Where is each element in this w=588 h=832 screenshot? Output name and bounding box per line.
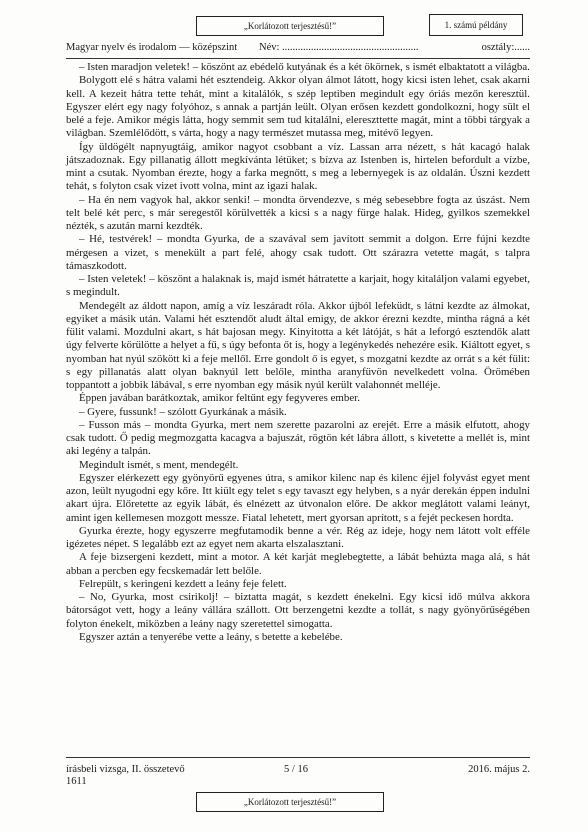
paragraph: Éppen javában barátkoztak, amikor feltűnt egy fegyveres ember. bbox=[79, 392, 360, 405]
name-field: Név: .................................................... bbox=[259, 42, 419, 53]
page-header bbox=[66, 42, 530, 59]
paragraph: Gyurka érezte, hogy egyszerre megfutamodik benne a vér. Rég az ideje, hogy nem látott volt efféle igézetes népet. S legalább ezt az egyet nem akarta elszalasztani. bbox=[66, 524, 530, 550]
paragraph: Bolygott elé s hátra valami hét esztendeig. Akkor olyan álmot látott, hogy kicsi isten lehet, csak akarni kell. A kezeit hátra tette tehát, mint a kitalálók, s szép leptiben megindult egy óriás mezőn keresztül. Egyszer elért egy nagy folyóhoz, s annak a partján leült. Olyan erősen kezdett gondolkozni, hogy sült el belé a feje. Amikor mégis látta, hogy semmit sem tud kitalálni, elereszttette magát, mint a többi tárgyak a világban. Szemlélődött, s várta, hogy a nagy természet mutassa meg, mitévő legyen. bbox=[66, 74, 530, 140]
exam-date: 2016. május 2. bbox=[468, 764, 530, 775]
paragraph: Egyszer aztán a tenyerébe vette a leány, s betette a kebelébe. bbox=[79, 630, 343, 643]
paragraph: – Isten maradjon veletek! – köszönt az ebédelő kutyának és a két ökörnek, s ismét elbaktatott a világba. bbox=[79, 61, 530, 73]
restricted-distribution-notice-bottom: „Korlátozott terjesztésű!” bbox=[196, 792, 384, 812]
exam-info bbox=[66, 764, 206, 788]
paragraph: – Ha én nem vagyok hal, akkor senki! – mondta örvendezve, s még sebesebbre fogta az úszást. Nem telt belé két perc, s már seregestől körülvették a kicsi s a nagy fürge halak. Hideg, gyilkos szemekkel nézték, s azután marni kezdték. bbox=[66, 193, 530, 232]
page-number: 5 / 16 bbox=[284, 764, 308, 775]
paragraph: – No, Gyurka, most csirikolj! – biztatta magát, s kezdett énekelni. Egy kicsi idő múlva akkora bátorságot vett, hogy a leány vállára szállott. Ott berzengetni kezdte a tollát, s nagy gyönyörűségében folyton énekelt, miközben a leány nagy szeretettel simogatta. bbox=[66, 591, 530, 630]
paragraph: Felrepült, s keringeni kezdett a leány feje felett. bbox=[79, 577, 287, 590]
paragraph: Így üldögélt napnyugtáig, amikor nagyot csobbant a víz. Lassan arra nézett, s hát kacagó halak játszadoznak. Egy pillanatig állott megkívánta létüket; s bízva az Istenben is, hirtelen befordult a vízbe, mint a csutak. Nyomban érezte, hogy a farka megnőtt, s meg a lebernyegek is az oldalán. Úszni kezdett tehát, s folyton csak vizet ivott volna, mint az igazi halak. bbox=[66, 140, 530, 193]
footer-divider bbox=[66, 757, 530, 758]
paragraph: Megindult ismét, s ment, mendegélt. bbox=[79, 458, 239, 471]
copy-number-label: 1. számú példány bbox=[429, 14, 523, 36]
paragraph: A feje bizsergeni kezdett, mint a motor. A két karját meglebegtette, a lábát behúzta maga alá, s hát abban a percben egy fecskemadár lett belőle. bbox=[66, 551, 530, 577]
paragraph: – Hé, testvérek! – mondta Gyurka, de a szavával sem javított semmit a dolgon. Erre fújni kezdte mérgesen a vizet, s menekült a part felé, ahogy csak tudott. Ott szárazra vetette magát, s talpra támaszkodott. bbox=[66, 233, 530, 272]
paragraph: – Fusson más – mondta Gyurka, mert nem szerette pazarolni az erejét. Erre a másik elfutott, ahogy csak tudott. Ő pedig megmozgatta kacagva a bajuszát, rögtön két lábra állott, s kivetette a mellét is, mint aki legény a talpán. bbox=[66, 418, 530, 458]
paragraph: Egyszer elérkezett egy gyönyörű egyenes útra, s amikor kilenc nap és kilenc éjjel folyvást egyet ment azon, leült nyugodni egy kőre. Itt kiült egy telet s egy tavaszt egy helyben, s a nyár derekán éppen indulni akart újra. Előretette az egyik lábát, és elnézett az útvonalon előre. De akkor meglátott valami leányt, amint igen kellemesen mozgott messze. Fiatal lehetett, mert gyorsan aprított, s a fejét peckesen hordta. bbox=[66, 471, 530, 524]
exam-name: írásbeli vizsga, II. összetevő bbox=[66, 764, 185, 775]
subject-title: Magyar nyelv és irodalom — középszint bbox=[66, 42, 238, 53]
class-field: osztály:...... bbox=[481, 42, 530, 53]
restricted-distribution-notice-top: „Korlátozott terjesztésű!” bbox=[196, 16, 384, 36]
paragraph: – Isten veletek! – köszönt a halaknak is, majd ismét hátratette a karjait, hogy kitaláljon valami egyebet, s megindult. bbox=[66, 273, 530, 299]
story-text bbox=[66, 61, 530, 644]
paragraph: Mendegélt az áldott napon, amíg a víz leszáradt róla. Akkor újból lefeküdt, s látni kezdte az álmokat, egyiket a másik után. Valami hét esztendőt aludt által emigy, de akkor érezni kezdte, mintha rágná a két fülit valami. Mozdulni akart, s hát bajosan megy. Kinyitotta a két látóját, s hát a leforgó esztendők alatt úgy felverte körülötte a helyet a fű, s úgy befonta őt is, hogy a legénykedés nehezére esik. Kiáltott egyet, s nyomban hat nyúl szökött ki a feje mellől. Erre gondolt ő is egyet, s mozgatni kezdte az orrát s a két fülit: s egy pillanatás alatt olyan baknyúl lett belőle, mintha aranyfüvön nevelkedett volna. Örömében toppantott a jobbik lábával, s erre nyomban egy másik nyúl került valahonnét melléje. bbox=[66, 299, 530, 391]
exam-code: 1611 bbox=[66, 776, 87, 787]
paragraph: – Gyere, fussunk! – szólott Gyurkának a másik. bbox=[79, 405, 287, 418]
